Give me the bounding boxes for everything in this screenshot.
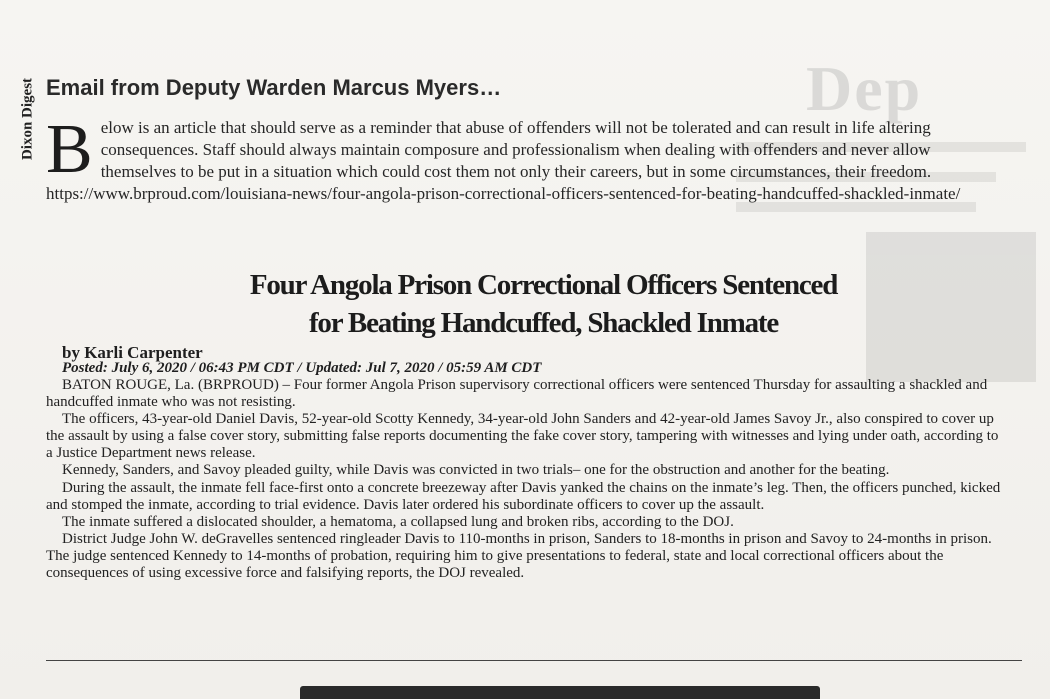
article-body	[46, 377, 1006, 582]
byline: by Karli Carpenter	[62, 343, 203, 362]
bleed-through-title: Dep	[806, 53, 923, 124]
article-headline	[46, 266, 1041, 342]
next-article-heading-cropped	[300, 686, 820, 699]
headline-line-1: Four Angola Prison Correctional Officers Sentenced	[249, 269, 838, 301]
cropped-heading-shape	[300, 686, 820, 699]
intro-paragraph	[46, 111, 1006, 205]
paragraph-2: The officers, 43-year-old Daniel Davis, 52-year-old Scotty Kennedy, 34-year-old John Sanders and 42-year-old James Savoy Jr., also conspired to cover up the assault by using a false cover story, submitting false reports documenting the fake cover story, tampering with witnesses and lying under oath, according to a Justice Department news release.	[46, 411, 999, 462]
paragraph-5: The inmate suffered a dislocated shoulder, a hematoma, a collapsed lung and broken ribs, according to the DOJ.	[62, 513, 734, 530]
section-tag	[16, 52, 38, 187]
drop-cap: B	[46, 111, 93, 188]
paragraph-4: During the assault, the inmate fell face-first onto a concrete breezeway after Davis yanked the chains on the inmate’s leg. Then, the officers punched, kicked and stomped the inmate, according to trial evidence. Davis later ordered his subordinate officers to cover up the assault.	[46, 479, 1001, 513]
paragraph-3: Kennedy, Sanders, and Savoy pleaded guilty, while Davis was convicted in two trials– one for the obstruction and another for the beating.	[62, 462, 890, 479]
dateline: Posted: July 6, 2020 / 06:43 PM CDT / Updated: Jul 7, 2020 / 05:59 AM CDT	[62, 360, 542, 376]
email-header: Email from Deputy Warden Marcus Myers…	[46, 75, 502, 100]
intro-text: elow is an article that should serve as a reminder that abuse of offenders will not be tolerated and can result in life altering consequences. Staff should always maintain composure and professionalism when dealing with offenders and never allow themselves to be put in a situation which could cost them not only their careers, but in some circumstances, their freedom.	[100, 118, 932, 181]
section-tag-text: Dixon Digest	[19, 77, 36, 161]
paragraph-1: BATON ROUGE, La. (BRPROUD) – Four former Angola Prison supervisory correctional officers were sentenced Thursday for assaulting a shackled and handcuffed inmate who was not resisting.	[46, 377, 988, 411]
article-url: https://www.brproud.com/louisiana-news/four-angola-prison-correctional-officers-sentenced-for-beating-handcuffed-shackled-inmate/	[46, 184, 961, 203]
paragraph-6: District Judge John W. deGravelles sentenced ringleader Davis to 110-months in prison, Sanders to 18-months in prison and Savoy to 24-months in prison. The judge sentenced Kennedy to 14-months of probation, requiring him to give presentations to federal, state and local correctional officers about the consequences of using excessive force and falsifying reports, the DOJ revealed.	[46, 530, 992, 582]
headline-line-2: for Beating Handcuffed, Shackled Inmate	[308, 307, 779, 339]
bottom-divider	[46, 660, 1022, 661]
